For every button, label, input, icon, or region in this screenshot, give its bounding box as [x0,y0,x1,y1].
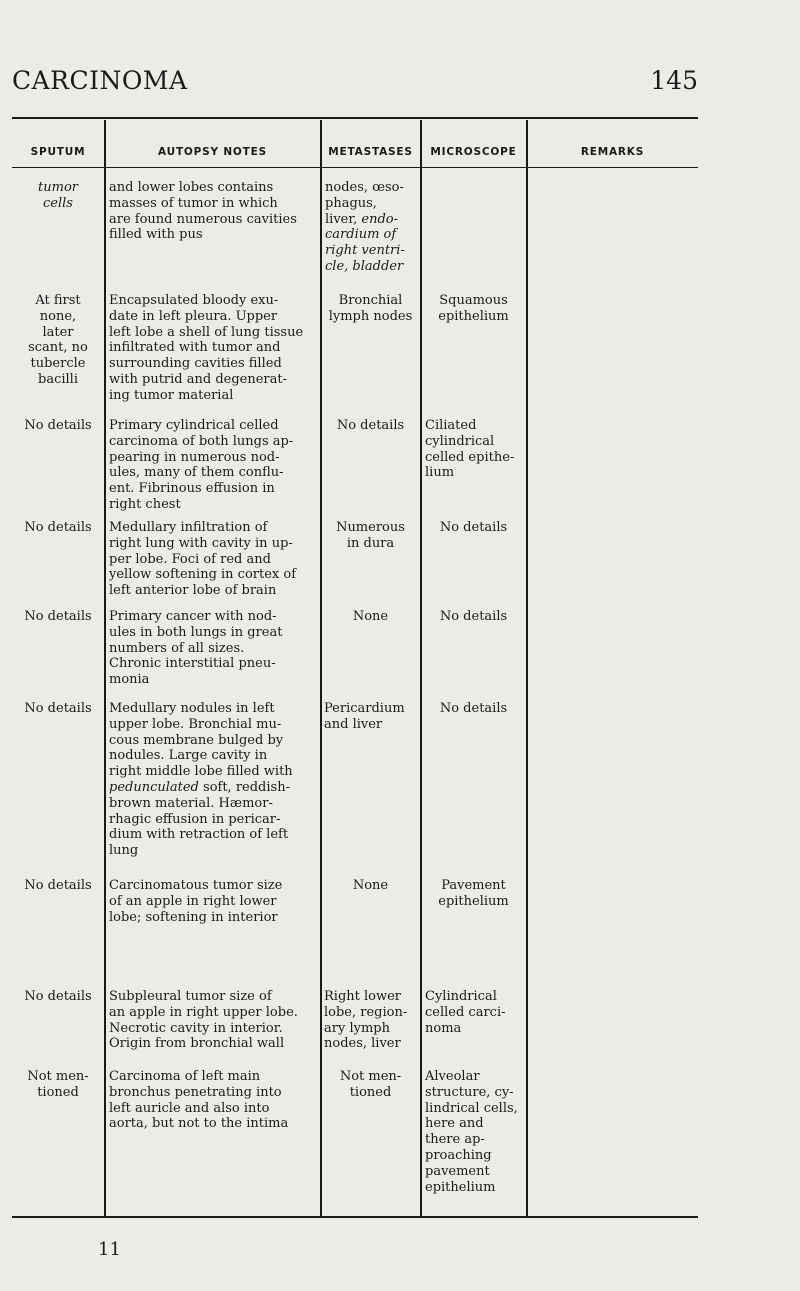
column-header-autopsy-notes: AUTOPSY NOTES [158,146,267,158]
metastases-cell: None [352,609,389,624]
column-header-remarks: REMARKS [580,146,645,158]
column-divider [420,120,422,1217]
autopsy-cell: Medullary nodules in left upper lobe. Bronchial mu- cous membrane bulged by nodules. Large cavity in right middle lobe filled with pedunculated soft, reddish- brown material. Hæmor- rhagic effusion in pericar- dium with retraction of left lung [109,701,293,859]
microscope-cell: No details [439,520,508,535]
column-header-metastases: METASTASES [328,146,413,158]
metastases-cell: Right lower lobe, region- ary lymph nodes, liver [324,989,408,1052]
metastases-cell: Pericardium and liver [324,701,405,732]
autopsy-cell: Primary cancer with nod- ules in both lungs in great numbers of all sizes. Chronic interstitial pneu- monia [109,609,283,688]
microscope-cell: Ciliated cylindrical celled epithe- lium [425,418,515,481]
microscope-cell: No details [439,701,508,716]
autopsy-cell: Medullary infiltration of right lung with cavity in up- per lobe. Foci of red and yellow softening in cortex of left anterior lobe of brain [109,520,297,599]
metastases-cell: Numerous in dura [336,520,405,551]
sputum-cell: No details [24,989,92,1004]
top-rule [12,117,698,119]
sputum-cell: tumor cells [38,180,78,211]
microscope-cell: Squamous epithelium [438,293,509,324]
metastases-cell: Not men- tioned [339,1069,402,1100]
sputum-cell: At first none, later scant, no tubercle bacilli [28,293,88,387]
metastases-cell: None [352,878,389,893]
sputum-cell: No details [24,520,92,535]
autopsy-cell: Carcinoma of left main bronchus penetrating into left auricle and also into aorta, but not to the intima [109,1069,289,1132]
running-head: CARCINOMA [12,66,188,95]
sputum-cell: No details [24,418,92,433]
metastases-cell: Bronchial lymph nodes [328,293,413,324]
sputum-cell: No details [24,701,92,716]
autopsy-cell: Encapsulated bloody exu- date in left pleura. Upper left lobe a shell of lung tissue infiltrated with tumor and surrounding cavities filled with putrid and degenerat- ing tumor material [109,293,304,403]
sputum-cell: No details [24,609,92,624]
autopsy-cell: Primary cylindrical celled carcinoma of both lungs ap- pearing in numerous nod- ules, many of them conflu- ent. Fibrinous effusion in right chest [109,418,294,512]
microscope-cell: No details [439,609,508,624]
microscope-cell: Alveolar structure, cy- lindrical cells, here and there ap- proaching pavement epithelium [425,1069,518,1195]
header-rule [12,167,698,168]
column-header-microscope: MICROSCOPE [430,146,517,158]
bottom-rule [12,1216,698,1218]
signature-mark: 11 [98,1239,121,1260]
microscope-cell: Pavement epithelium [438,878,509,909]
sputum-cell: No details [24,878,92,893]
sputum-cell: Not men- tioned [27,1069,89,1100]
metastases-cell: nodes, œso- phagus, liver, endo- cardium of right ventri- cle, bladder [325,180,405,274]
column-divider [526,120,528,1217]
autopsy-cell: Carcinomatous tumor size of an apple in right lower lobe; softening in interior [109,878,283,925]
column-divider [104,120,106,1217]
autopsy-cell: and lower lobes contains masses of tumor in which are found numerous cavities filled with pus [109,180,297,243]
column-divider [320,120,322,1217]
page-number: 145 [650,66,698,95]
column-header-sputum: SPUTUM [30,146,86,158]
metastases-cell: No details [336,418,405,433]
autopsy-cell: Subpleural tumor size of an apple in right upper lobe. Necrotic cavity in interior. Origin from bronchial wall [109,989,298,1052]
microscope-cell: Cylindrical celled carci- noma [425,989,506,1036]
